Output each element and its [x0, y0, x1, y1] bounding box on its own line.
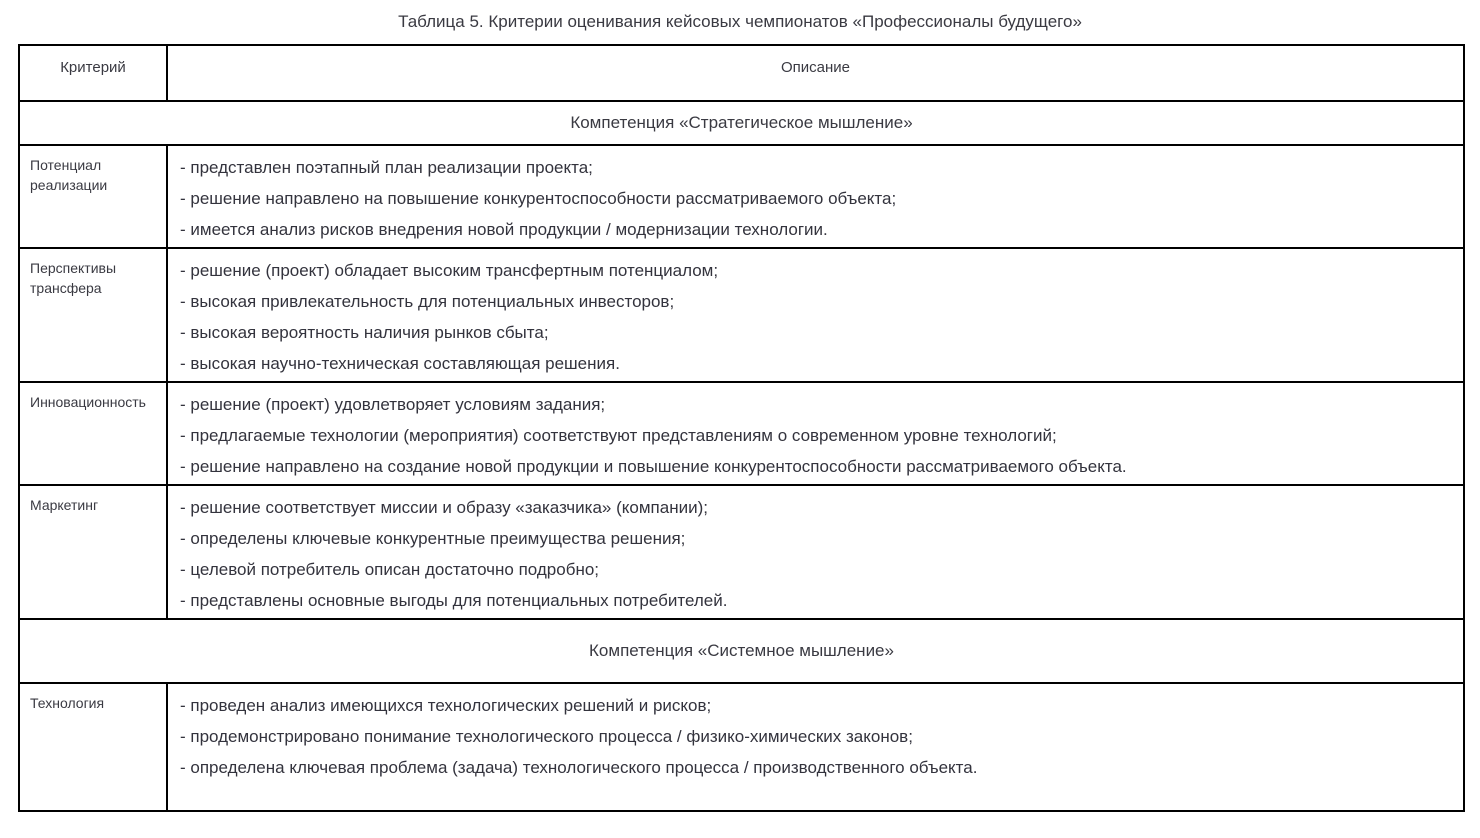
description-item: - решение (проект) удовлетворяет условиям задания;: [180, 395, 606, 414]
description-item: - определены ключевые конкурентные преимущества решения;: [180, 529, 686, 548]
criterion-cell: Технология: [19, 683, 167, 811]
criteria-table: [18, 44, 1465, 812]
description-item: - продемонстрировано понимание технологического процесса / физико-химических законов;: [180, 727, 913, 746]
description-item: - высокая научно-техническая составляющая решения.: [180, 354, 620, 373]
section-heading-strategic: Компетенция «Стратегическое мышление»: [19, 101, 1464, 145]
description-cell: [167, 248, 1464, 382]
column-header-criterion: Критерий: [19, 45, 167, 101]
description-item: - представлены основные выгоды для потенциальных потребителей.: [180, 591, 728, 610]
description-item: - решение направлено на создание новой продукции и повышение конкурентоспособности рассматриваемого объекта.: [180, 457, 1127, 476]
description-item: - предлагаемые технологии (мероприятия) соответствуют представлениям о современном уровне технологий;: [180, 426, 1057, 445]
description-cell: [167, 485, 1464, 619]
table-row: [19, 145, 1464, 248]
criterion-cell: Потенциал реализации: [19, 145, 167, 248]
column-header-description: Описание: [167, 45, 1464, 101]
description-item: - решение соответствует миссии и образу «заказчика» (компании);: [180, 498, 708, 517]
section-row-system: [19, 619, 1464, 683]
description-cell: [167, 683, 1464, 811]
section-row-strategic: [19, 101, 1464, 145]
criterion-cell: Маркетинг: [19, 485, 167, 619]
description-cell: [167, 145, 1464, 248]
description-item: - проведен анализ имеющихся технологических решений и рисков;: [180, 696, 712, 715]
description-item: - целевой потребитель описан достаточно подробно;: [180, 560, 600, 579]
description-item: - решение (проект) обладает высоким трансфертным потенциалом;: [180, 261, 719, 280]
description-item: - высокая привлекательность для потенциальных инвесторов;: [180, 292, 675, 311]
description-item: - представлен поэтапный план реализации проекта;: [180, 158, 593, 177]
table-row: [19, 248, 1464, 382]
table-row: [19, 382, 1464, 485]
description-item: - высокая вероятность наличия рынков сбыта;: [180, 323, 549, 342]
section-heading-system: Компетенция «Системное мышление»: [19, 619, 1464, 683]
description-item: - решение направлено на повышение конкурентоспособности рассматриваемого объекта;: [180, 189, 897, 208]
table-row: [19, 683, 1464, 811]
criterion-cell: Инновационность: [19, 382, 167, 485]
description-cell: [167, 382, 1464, 485]
description-item: - определена ключевая проблема (задача) технологического процесса / производственного объекта.: [180, 758, 978, 777]
table-row: [19, 485, 1464, 619]
table-header-row: [19, 45, 1464, 101]
page-title: Таблица 5. Критерии оценивания кейсовых чемпионатов «Профессионалы будущего»: [398, 12, 1082, 31]
description-item: - имеется анализ рисков внедрения новой продукции / модернизации технологии.: [180, 220, 828, 239]
criterion-cell: Перспективы трансфера: [19, 248, 167, 382]
